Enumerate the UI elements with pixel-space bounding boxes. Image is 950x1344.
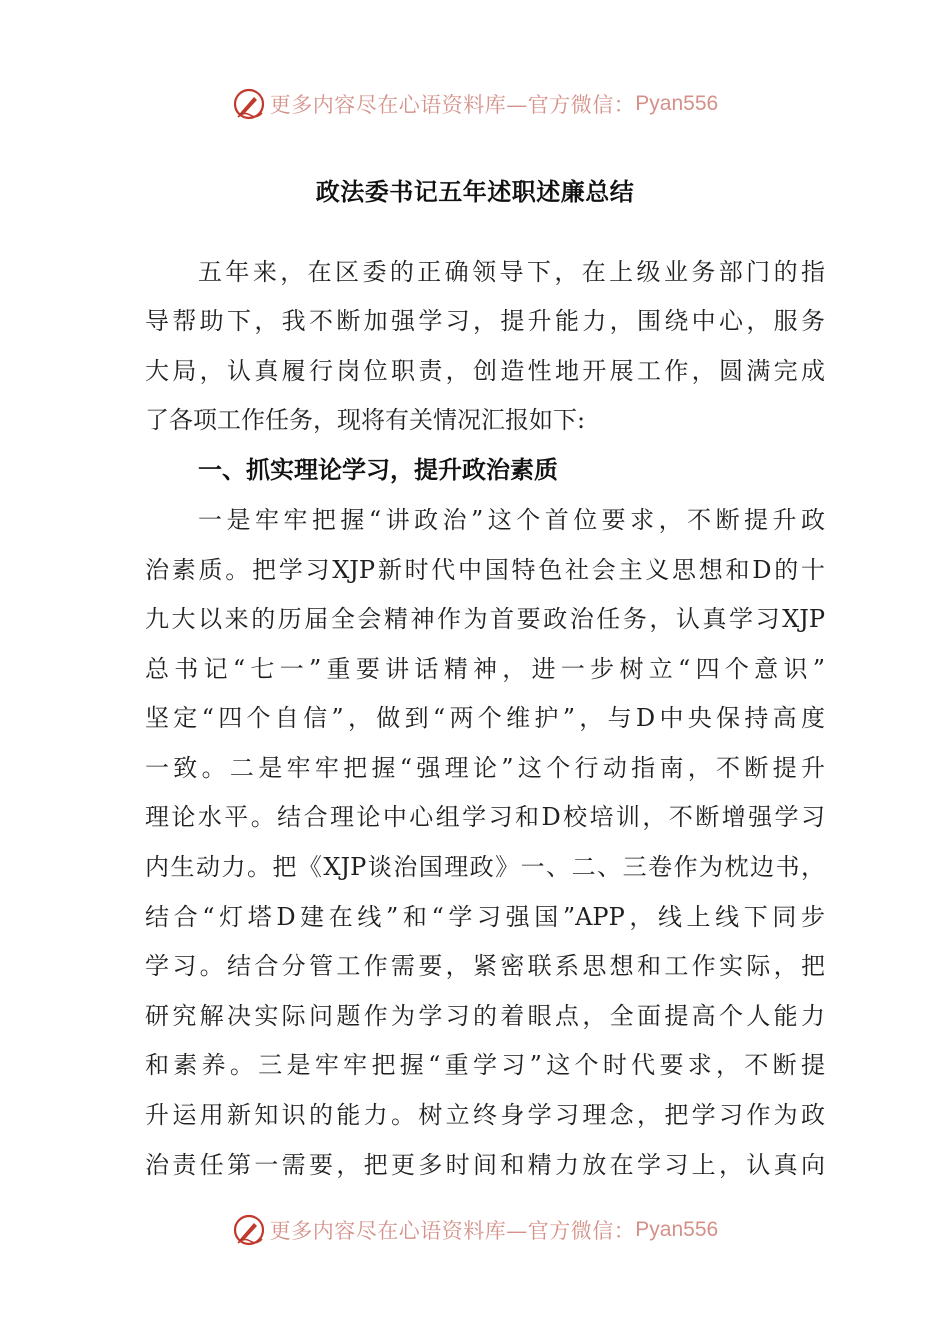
body-line: 研究解决实际问题作为学习的着眼点，全面提高个人能力 xyxy=(145,1002,825,1030)
document-title: 政法委书记五年述职述廉总结 xyxy=(315,177,635,206)
body-line: 升运用新知识的能力。树立终身学习理念，把学习作为政 xyxy=(145,1101,825,1129)
watermark-text: 更多内容尽在心语资料库—官方微信： xyxy=(269,1219,636,1243)
watermark-wechat-id: Pyan556 xyxy=(635,1218,719,1241)
pen-logo-icon xyxy=(232,1213,266,1247)
watermark-wechat-id: Pyan556 xyxy=(635,92,719,115)
footer-watermark-banner xyxy=(0,1208,950,1252)
section-heading: 一、抓实理论学习，提升政治素质 xyxy=(198,456,558,484)
body-line: 结合“灯塔D建在线”和“学习强国”APP，线上线下同步 xyxy=(145,903,825,931)
body-line: 了各项工作任务，现将有关情况汇报如下: xyxy=(145,406,586,434)
body-line: 治责任第一需要，把更多时间和精力放在学习上，认真向 xyxy=(145,1151,825,1179)
body-line: 治素质。把学习XJP新时代中国特色社会主义思想和D的十 xyxy=(145,556,825,584)
body-line: 总书记“七一”重要讲话精神，进一步树立“四个意识” xyxy=(145,655,825,683)
body-line: 一是牢牢把握“讲政治”这个首位要求，不断提升政 xyxy=(198,506,825,534)
body-line: 五年来，在区委的正确领导下，在上级业务部门的指 xyxy=(198,258,825,286)
body-line: 导帮助下，我不断加强学习，提升能力，围绕中心，服务 xyxy=(145,307,825,335)
header-watermark-banner xyxy=(0,82,950,126)
body-line: 学习。结合分管工作需要，紧密联系思想和工作实际，把 xyxy=(145,952,825,980)
body-line: 九大以来的历届全会精神作为首要政治任务，认真学习XJP xyxy=(145,605,825,633)
body-line: 一致。二是牢牢把握“强理论”这个行动指南，不断提升 xyxy=(145,754,825,782)
body-line: 大局，认真履行岗位职责，创造性地开展工作，圆满完成 xyxy=(145,357,825,385)
body-line: 内生动力。把《XJP谈治国理政》一、二、三卷作为枕边书， xyxy=(145,853,825,881)
body-line: 坚定“四个自信”，做到“两个维护”，与D中央保持高度 xyxy=(145,704,825,732)
body-line: 理论水平。结合理论中心组学习和D校培训，不断增强学习 xyxy=(145,803,825,831)
watermark-text: 更多内容尽在心语资料库—官方微信： xyxy=(269,93,636,117)
body-line: 和素养。三是牢牢把握“重学习”这个时代要求，不断提 xyxy=(145,1051,825,1079)
pen-logo-icon xyxy=(232,87,266,121)
